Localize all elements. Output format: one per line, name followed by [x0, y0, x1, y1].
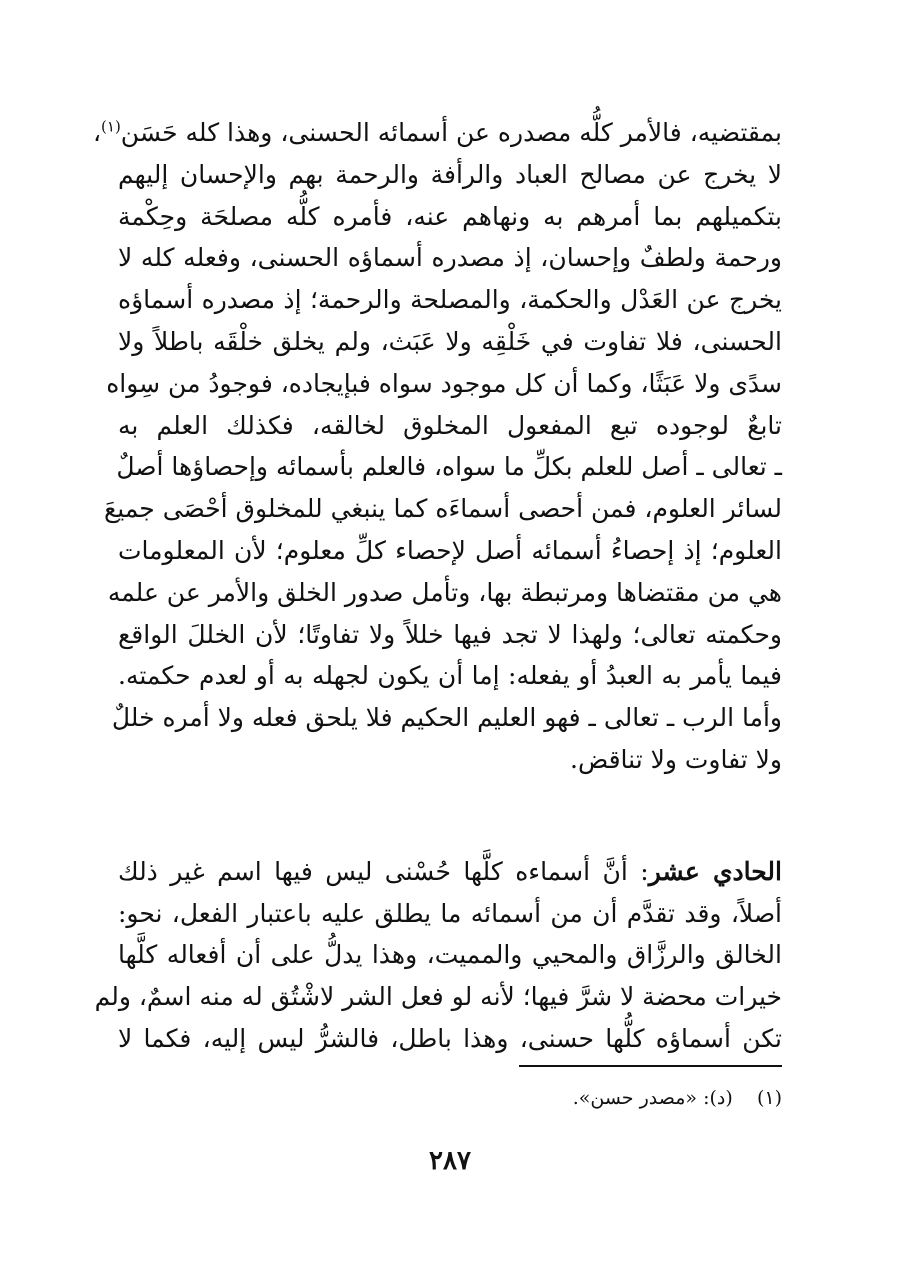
- text-line: الحسنى، فلا تفاوت في خَلْقِه ولا عَبَث، ولم يخلق خلْقَه باطلاً ولا: [118, 326, 782, 356]
- text-line: فيما يأمر به العبدُ أو يفعله: إما أن يكون لجهله به أو لعدم حكمته.: [118, 661, 782, 691]
- footnote-reference: (١): [101, 117, 121, 136]
- text-line: بمقتضيه، فالأمر كلُّه مصدره عن أسمائه الحسنى، وهذا كله حَسَن$^{(١)}$،: [92, 117, 782, 147]
- page-number: ٢٨٧: [429, 1146, 471, 1176]
- text-line: ـ تعالى ـ أصل للعلم بكلِّ ما سواه، فالعلم بأسمائه وإحصاؤها أصلٌ: [116, 452, 782, 482]
- text-line: بتكميلهم بما أمرهم به ونهاهم عنه، فأمره كلُّه مصلحَة وحِكْمة: [118, 201, 782, 231]
- text-line: العلوم؛ إذ إحصاءُ أسمائه أصل لإحصاء كلِّ معلوم؛ لأن المعلومات: [118, 535, 782, 565]
- footnote-divider: [519, 1065, 782, 1067]
- footnote-marker: (١): [756, 1087, 782, 1109]
- section-heading: الحادي عشر: [648, 856, 782, 886]
- text-line: تابعٌ لوجوده تبع المفعول المخلوق لخالقه، فكذلك العلم به: [118, 410, 782, 440]
- text-line: خيرات محضة لا شرَّ فيها؛ لأنه لو فعل الشر لاشْتُق له منه اسمٌ، ولم: [94, 982, 782, 1012]
- text-line: أصلاً، وقد تقدَّم أن من أسمائه ما يطلق عليه باعتبار الفعل، نحو:: [118, 898, 782, 928]
- paragraph-gap: [118, 781, 782, 851]
- text-line: لا يخرج عن مصالح العباد والرأفة والرحمة بهم والإحسان إليهم: [118, 159, 782, 189]
- main-text: [92, 112, 782, 1060]
- text-line: وحكمته تعالى؛ ولهذا لا تجد فيها خللاً ولا تفاوتًا؛ لأن الخللَ الواقع: [118, 619, 782, 649]
- footnote-text: (د): «مصدر حسن».: [572, 1087, 733, 1109]
- text-line: وأما الرب ـ تعالى ـ فهو العليم الحكيم فلا يلحق فعله ولا أمره خللٌ: [111, 703, 782, 733]
- text-line: يخرج عن العَدْل والحكمة، والمصلحة والرحمة؛ إذ مصدره أسماؤه: [118, 285, 782, 315]
- footnote: [118, 1083, 782, 1113]
- text-line: ورحمة ولطفٌ وإحسان، إذ مصدره أسماؤه الحسنى، وفعله كله لا: [118, 243, 782, 273]
- text-line: هي من مقتضاها ومرتبطة بها، وتأمل صدور الخلق والأمر عن علمه: [107, 577, 782, 607]
- text-line: سدًى ولا عَبَثًا، وكما أن كل موجود سواه فبإيجاده، فوجودُ من سِواه: [106, 368, 782, 398]
- text-line: لسائر العلوم، فمن أحصى أسماءَه كما ينبغي للمخلوق أحْصَى جميعَ: [103, 494, 782, 524]
- text-line: ولا تفاوت ولا تناقض.: [570, 744, 782, 774]
- text-line: تكن أسماؤه كلُّها حسنى، وهذا باطل، فالشرُّ ليس إليه، فكما لا: [118, 1023, 782, 1053]
- text-line: الحادي عشر: أنَّ أسماءه كلَّها حُسْنى ليس فيها اسم غير ذلك: [118, 856, 782, 886]
- text-line: الخالق والرزَّاق والمحيي والمميت، وهذا يدلُّ على أن أفعاله كلَّها: [118, 940, 782, 970]
